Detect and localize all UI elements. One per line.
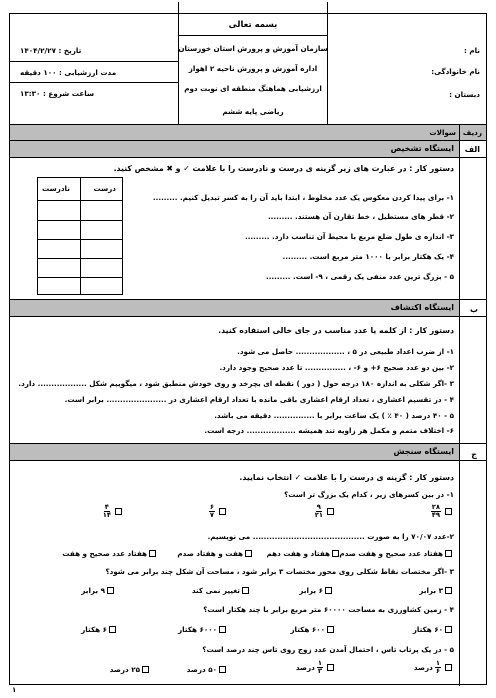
section-b-title: ایستگاه اکتشاف <box>390 303 454 312</box>
col-row-header: ردیف <box>462 128 482 137</box>
section-a-letter: الف <box>464 145 480 154</box>
q1-checkbox-3[interactable] <box>219 508 226 515</box>
mc-question-4: ۴ - زمین کشاورزی به مساحت ۶۰۰۰۰ متر مربع برابر با چند هکتار است؟ <box>203 605 454 614</box>
q4-option-2[interactable]: ۶۰۰ هکتار <box>290 625 336 634</box>
q3-option-3[interactable]: تغییر نمی کند <box>192 586 251 595</box>
exam-duration: مدت ارزشیابی : ۱۰۰ دقیقه <box>20 68 117 77</box>
q1-option-4[interactable]: $\frac{۴}{۱۴}$ <box>103 504 124 519</box>
q1-checkbox-2[interactable] <box>327 508 334 515</box>
fill-item-6: ۶- اختلاف متمم و مکمل هر زاویه تند همیشه .................. درجه است. <box>204 426 454 435</box>
q2-option-2[interactable]: هفتاد و هفت دهم <box>266 549 341 558</box>
exam-sheet <box>9 13 487 685</box>
tf-item-3: ۳- اندازه ی طول ضلع مربع با محیط آن تناسب دارد. ......... <box>244 232 454 241</box>
q5-checkbox-3[interactable] <box>219 666 226 673</box>
q4-option-1[interactable]: ۶۰ هکتار <box>413 625 454 634</box>
fill-item-3: ۳ -اگر شکلی به اندازه ۱۸۰ درجه حول ( دور ) نقطه ای بچرخد و روی خودش منطبق شود ، میگوییم شکل .................. دارد. <box>18 379 454 388</box>
section-c-letter: ج <box>471 450 477 459</box>
q5-option-3[interactable]: ۵۰ درصد <box>187 665 228 674</box>
q4-checkbox-3[interactable] <box>219 626 226 633</box>
start-time: ساعت شروع : ۱۳:۳۰ <box>20 89 95 98</box>
q5-checkbox-1[interactable] <box>445 664 452 671</box>
section-c-instruction: دستور کار : گزینه ی درست را با علامت ✓ انتخاب نمایید. <box>239 473 454 482</box>
q2-option-3[interactable]: هفت و هفتاد صدم <box>177 549 254 558</box>
q4-checkbox-1[interactable] <box>445 626 452 633</box>
exam-date: تاریخ : ۱۴۰۴/۲/۲۷ <box>20 46 82 55</box>
q5-checkbox-2[interactable] <box>327 664 334 671</box>
org-line-2: اداره آموزش و پرورش ناحیه ۲ اهواز <box>188 64 318 73</box>
fill-item-1: ۱- از ضرب اعداد طبیعی در ۵ ، .................. حاصل می شود. <box>237 347 454 356</box>
tf-item-2: ۲- قطر های مستطیل ، خط تقارن آن هستند. ......... <box>267 212 454 221</box>
fill-item-2: ۲- بین دو عدد صحیح ۶+ و ۶- ، ............... تا عدد صحیح وجود دارد. <box>219 363 454 372</box>
page-number: ۱ <box>12 686 17 694</box>
q2-checkbox-4[interactable] <box>149 550 156 557</box>
mc-question-3: ۳ -اگر مختصات نقاط شکلی روی محور مختصات ۳ برابر شود ، مساحت آن شکل چند برابر می شود؟ <box>105 567 454 576</box>
q1-option-2[interactable]: $\frac{۹}{۲۱}$ <box>315 504 336 519</box>
tf-item-5: ۵ - بزرگ ترین عدد منفی یک رقمی ، ۹- است. ......... <box>265 272 454 281</box>
bismillah: بسمه تعالی <box>228 20 278 30</box>
q1-option-1[interactable]: $\frac{۲۸}{۴۹}$ <box>431 504 454 519</box>
tf-item-4: ۴- یک هکتار برابر با ۱۰۰۰ متر مربع است. ......... <box>282 252 454 261</box>
school-label: دبستان : <box>449 90 480 99</box>
q3-checkbox-1[interactable] <box>445 587 452 594</box>
q1-checkbox-1[interactable] <box>445 508 452 515</box>
q1-option-3[interactable]: $\frac{۶}{۷}$ <box>209 504 228 519</box>
tf-cell-1[interactable] <box>38 201 124 219</box>
org-line-1: سازمان آموزش و پرورش استان خوزستان <box>178 44 328 53</box>
section-c-title: ایستگاه سنجش <box>393 447 454 456</box>
q3-option-1[interactable]: ۳ برابر <box>419 586 454 595</box>
name-label: نام : <box>463 46 480 55</box>
q3-checkbox-3[interactable] <box>242 587 249 594</box>
tf-cell-3[interactable] <box>38 240 124 258</box>
fill-item-5: ۵ - ۴۰ درصد ( ۴۰ ٪ ) یک ساعت برابر با ............... دقیقه می باشد. <box>214 411 454 420</box>
q4-checkbox-4[interactable] <box>109 626 116 633</box>
col-incorrect: نادرست <box>42 184 70 193</box>
tf-cell-5[interactable] <box>38 278 124 295</box>
q5-option-1[interactable]: $\frac{۱}{۶}$ درصد <box>414 660 454 675</box>
true-false-grid <box>37 177 123 295</box>
q2-option-1[interactable]: هفتاد عدد صحیح و هفت صدم <box>339 549 454 558</box>
section-a-instruction: دستور کار : در عبارت های زیر گزینه ی درست و نادرست را با علامت ✓ و ✖ مشخص کنید. <box>113 164 454 173</box>
mc-question-5: ۵ - در یک پرتاب تاس ، احتمال آمدن عدد زوج روی تاس چند درصد است؟ <box>202 645 454 654</box>
family-label: نام خانوادگی: <box>431 67 480 76</box>
q2-option-4[interactable]: هفتاد عدد صحیح و هفت <box>62 549 158 558</box>
q1-checkbox-4[interactable] <box>115 508 122 515</box>
q3-option-4[interactable]: ۹ برابر <box>81 586 116 595</box>
q3-checkbox-4[interactable] <box>107 587 114 594</box>
row-gutter-line <box>459 125 460 686</box>
mc-question-2: ۲-عدد ۷۰/۰۷ را به صورت ......................................... می نویسیم. <box>207 532 454 541</box>
org-line-3: ارزشیابی هماهنگ منطقه ای نوبت دوم <box>184 84 322 93</box>
section-b-instruction: دستور کار : از کلمه یا عدد مناسب در جای خالی استفاده کنید. <box>218 326 454 335</box>
q3-option-2[interactable]: ۶ برابر <box>299 586 334 595</box>
tf-cell-2[interactable] <box>38 221 124 239</box>
q2-checkbox-1[interactable] <box>445 550 452 557</box>
subject-line: ریاضی پایه ششم <box>222 107 284 116</box>
q2-checkbox-2[interactable] <box>332 550 339 557</box>
q5-option-2[interactable]: $\frac{۱}{۳}$ درصد <box>296 660 336 675</box>
mc-question-1: ۱- در بین کسرهای زیر ، کدام یک بزرگ تر است؟ <box>284 490 454 499</box>
q3-checkbox-2[interactable] <box>325 587 332 594</box>
col-questions-header: سوالات <box>429 128 456 137</box>
col-correct: درست <box>93 184 116 193</box>
section-a-title: ایستگاه تشخیص <box>390 144 454 153</box>
q4-checkbox-2[interactable] <box>327 626 334 633</box>
q5-checkbox-4[interactable] <box>142 666 149 673</box>
fill-item-4: ۴ - در تقسیم اعشاری ، تعداد ارقام اعشاری باقی مانده با تعداد ارقام اعشاری در ...................... برابر است. <box>64 395 454 404</box>
q5-option-4[interactable]: ۲۵ درصد <box>110 665 151 674</box>
q4-option-3[interactable]: ۶۰۰۰ هکتار <box>178 625 228 634</box>
tf-cell-4[interactable] <box>38 259 124 277</box>
section-b-letter: ب <box>469 305 478 314</box>
tf-item-1: ۱- برای پیدا کردن معکوس یک عدد مخلوط ، ابتدا باید آن را به کسر تبدیل کنیم. ......... <box>152 193 454 202</box>
q4-option-4[interactable]: ۶ هکتار <box>81 625 118 634</box>
q2-checkbox-3[interactable] <box>245 550 252 557</box>
